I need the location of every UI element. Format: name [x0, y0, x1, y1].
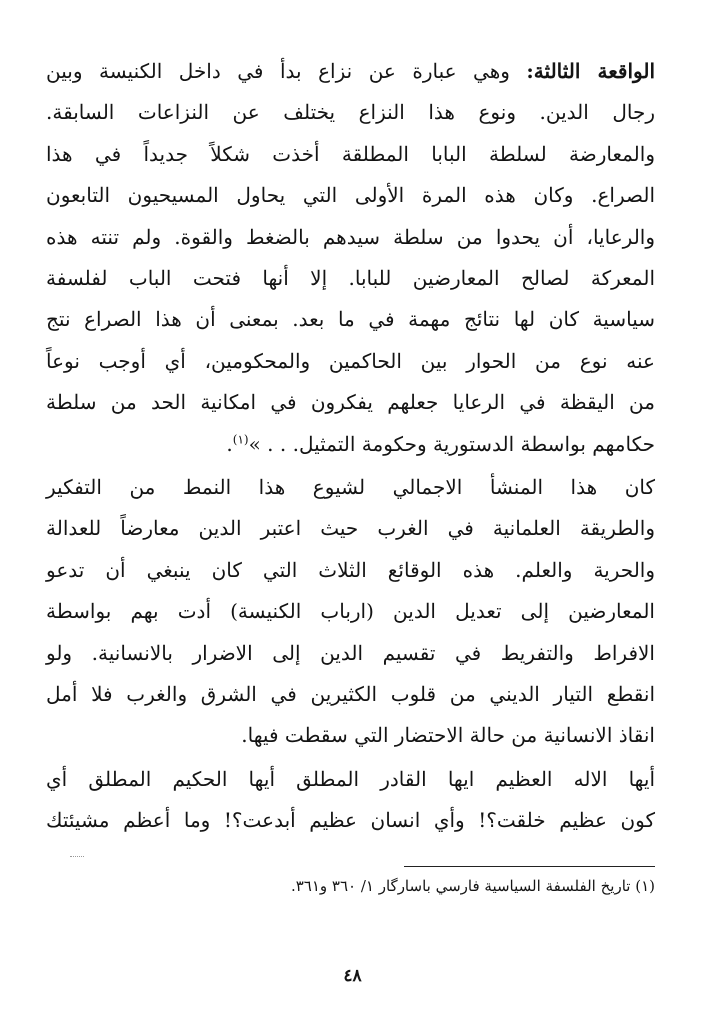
text-line: والرعايا، أن يحدوا من سلطة سيدهم بالضغط والقوة. ولم تنته هذه: [46, 224, 655, 249]
paragraph-2: [46, 467, 655, 757]
text-line: والطريقة العلمانية في الغرب حيث اعتبر الدين معارضاً للعدالة: [46, 516, 655, 541]
text-line: المعركة لصالح المعارضين للبابا. إلا أنها فتحت الباب لفلسفة: [46, 265, 655, 290]
scan-speck: [70, 856, 84, 857]
paragraph-lead-heading: الواقعة الثالثة:: [526, 59, 656, 83]
page-number: ٤٨: [343, 966, 362, 986]
text-line: أيها الاله العظيم ايها القادر المطلق أيها الحكيم المطلق أي: [46, 767, 655, 791]
footnote-separator: [404, 866, 655, 867]
paragraph-1: [46, 51, 655, 465]
text-line: الواقعة الثالثة: وهي عبارة عن نزاع بدأ في داخل الكنيسة وبين: [46, 59, 656, 83]
text-line: انقطع التيار الديني من قلوب الكثيرين في الشرق والغرب فلا أمل: [46, 681, 655, 706]
text-line: الافراط والتفريط في تقسيم الدين إلى الاضرار بالانسانية. ولو: [46, 640, 655, 665]
text-line: رجال الدين. ونوع هذا النزاع يختلف عن النزاعات السابقة.: [46, 100, 655, 125]
text-line: سياسية كان لها نتائج مهمة في ما بعد. بمعنى أن هذا الصراع نتج: [46, 307, 655, 332]
paragraph-3: [46, 759, 655, 842]
footnote: (١) تاريخ الفلسفة السياسية فارسي باسارگار ١/ ٣٦٠ و٣٦١.: [290, 877, 655, 895]
text-line: المعارضين إلى تعديل الدين (ارباب الكنيسة) أدت بهم بواسطة: [46, 599, 655, 624]
text-line: انقاذ الانسانية من حالة الاحتضار التي سقطت فيها.: [241, 723, 655, 748]
text-line: كون عظيم خلقت؟! وأي انسان عظيم أبدعت؟! وما أعظم مشيئتك: [46, 808, 655, 833]
text-line: والمعارضة لسلطة البابا المطلقة أخذت شكلاً جديداً في هذا: [46, 141, 655, 166]
text-line: الصراع. وكان هذه المرة الأولى التي يحاول المسيحيون التابعون: [46, 183, 655, 208]
text-line: حكامهم بواسطة الدستورية وحكومة التمثيل. . . »$^{(١)}$.: [226, 431, 655, 456]
text-line: عنه نوع من الحوار بين الحاكمين والمحكومين، أي أوجب نوعاً: [46, 348, 655, 373]
text-line: من اليقظة في الرعايا جعلهم يفكرون في امكانية الحد من سلطة: [46, 390, 655, 415]
text-line: كان هذا المنشأ الاجمالي لشيوع هذا النمط من التفكير: [46, 475, 655, 499]
text-line: والحرية والعلم. هذه الوقائع الثلاث التي كان ينبغي أن تدعو: [46, 557, 655, 582]
footnote-reference[interactable]: (١): [232, 431, 249, 446]
